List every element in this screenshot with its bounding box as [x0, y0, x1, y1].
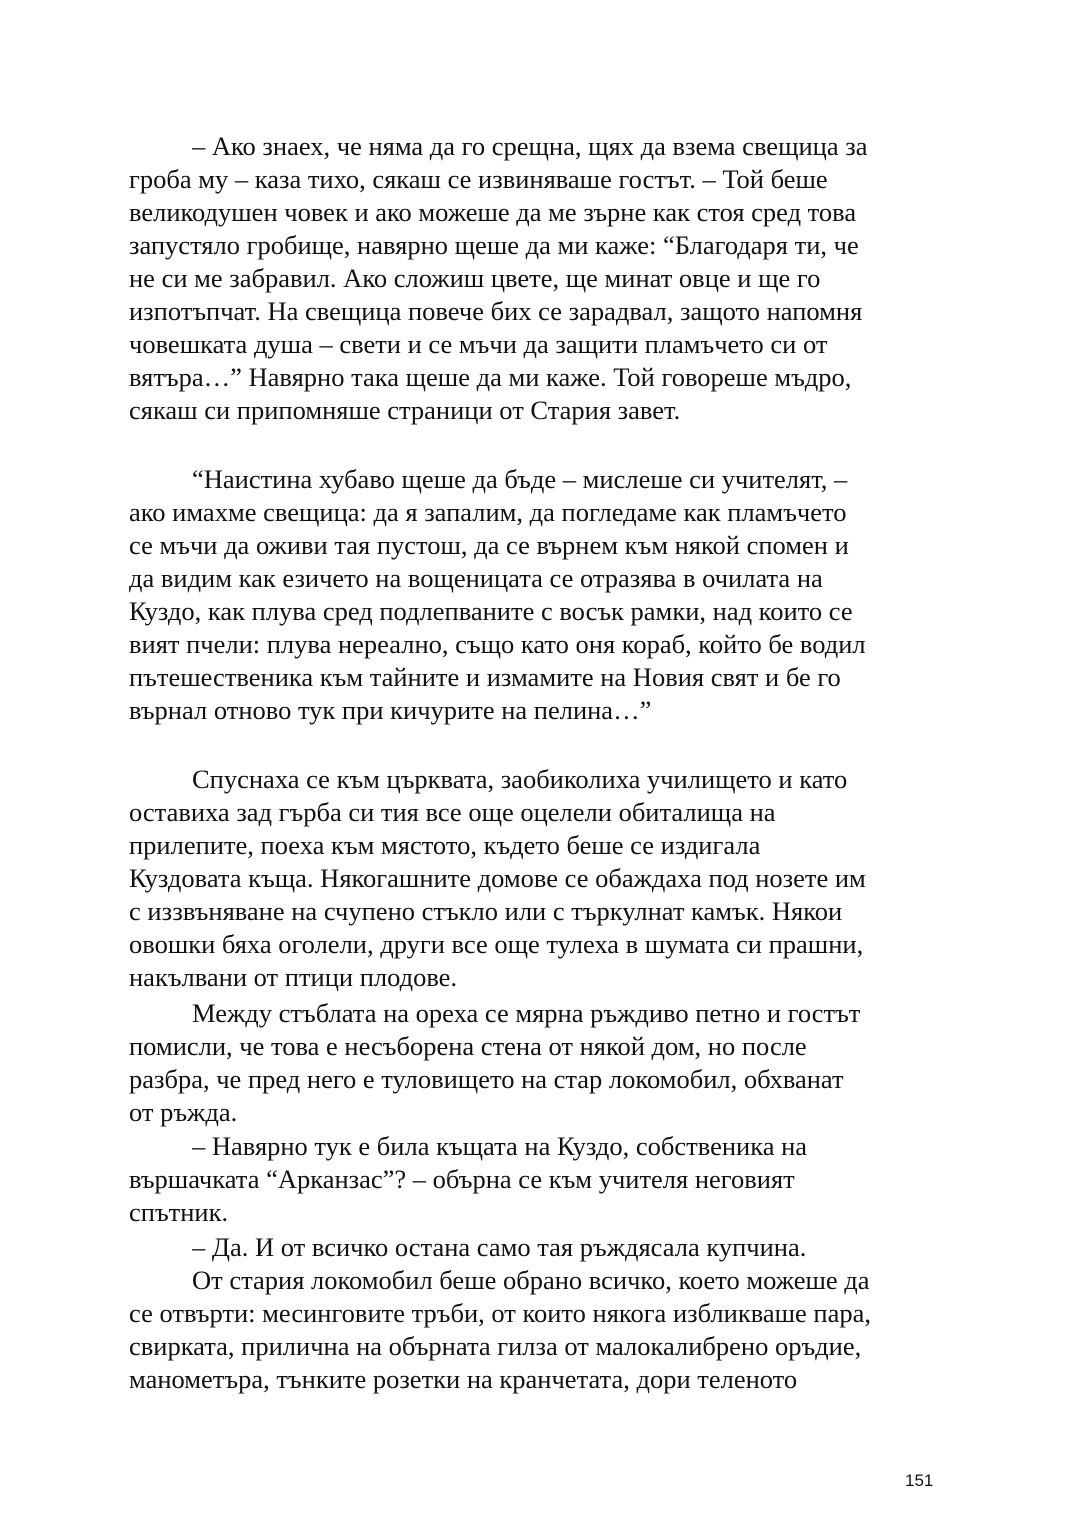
paragraph-line: вият пчели: плува нереално, също като оня кораб, който бе водил — [129, 629, 866, 659]
paragraph-line: да видим как езичето на вощеницата се отразява в очилата на — [129, 563, 823, 593]
paragraph-line: не си ме забравил. Ако сложиш цвете, ще минат овце и ще го — [129, 263, 821, 293]
paragraph-line: оставиха зад гърба си тия все още оцелели обиталища на — [129, 797, 776, 827]
paragraph-line: прилепите, поеха към мястото, където беше се издигала — [129, 830, 761, 860]
paragraph-line: ако имахме свещица: да я запалим, да погледаме как пламъчето — [129, 497, 847, 527]
paragraph-line: накълвани от птици плодове. — [129, 962, 458, 992]
paragraph-line: овошки бяха оголели, други все още тулеха в шумата си прашни, — [129, 929, 864, 959]
paragraph-line: Куздо, как плува сред подлепваните с восък рамки, над които се — [129, 596, 853, 626]
paragraph-line: От стария локомобил беше обрано всичко, което можеше да — [192, 1265, 870, 1295]
paragraph-line: – Ако знаех, че няма да го срещна, щях да взема свещица за — [192, 131, 868, 161]
paragraph-line: разбра, че пред него е туловището на стар локомобил, обхванат — [129, 1064, 844, 1094]
paragraph-line: свирката, прилична на обърната гилза от малокалибрено оръдие, — [129, 1331, 862, 1361]
paragraph-line: изпотъпчат. На свещица повече бих се зарадвал, защото напомня — [129, 296, 863, 326]
paragraph-line: Куздовата къща. Някогашните домове се обаждаха под нозете им — [129, 863, 866, 893]
paragraph-line: великодушен човек и ако можеше да ме зърне как стоя сред това — [129, 197, 857, 227]
paragraph-line: спътник. — [129, 1197, 229, 1227]
paragraph-line: човешката душа – свети и се мъчи да защити пламъчето си от — [129, 329, 828, 359]
paragraph-line: Спуснаха се към църквата, заобиколиха училището и като — [192, 764, 848, 794]
paragraph-line: от ръжда. — [129, 1097, 238, 1127]
paragraph-line: Между стъблата на ореха се мярна ръждиво петно и гостът — [192, 998, 861, 1028]
page-number: 151 — [905, 1471, 934, 1490]
paragraph-line: – Навярно тук е била къщата на Куздо, собственика на — [192, 1131, 808, 1161]
paragraph-line: с иззвъняване на счупено стъкло или с търкулнат камък. Някои — [129, 896, 843, 926]
paragraph-line: помисли, че това е несъборена стена от някой дом, но после — [129, 1031, 807, 1061]
paragraph-line: манометъра, тънките розетки на кранчетата, дори теленото — [129, 1364, 798, 1394]
paragraph-line: се мъчи да оживи тая пустош, да се върнем към някой спомен и — [129, 530, 849, 560]
paragraph-line: гроба му – каза тихо, сякаш се извиняваше гостът. – Той беше — [129, 164, 828, 194]
paragraph-line: запустяло гробище, навярно щеше да ми каже: “Благодаря ти, че — [129, 230, 859, 260]
paragraph-line: вятъра…” Навярно така щеше да ми каже. Той говореше мъдро, — [129, 362, 852, 392]
paragraph-line: върнал отново тук при кичурите на пелина…” — [129, 695, 652, 725]
paragraph-line: се отвърти: месинговите тръби, от които някога избликваше пара, — [129, 1298, 871, 1328]
paragraph-line: пътешественика към тайните и измамите на Новия свят и бе го — [129, 662, 841, 692]
paragraph-line: сякаш си припомняше страници от Стария завет. — [129, 395, 681, 425]
paragraph-line: вършачката “Арканзас”? – обърна се към учителя неговият — [129, 1164, 795, 1194]
paragraph-line: “Наистина хубаво щеше да бъде – мислеше си учителят, – — [192, 464, 848, 494]
paragraph-line: – Да. И от всичко остана само тая ръждясала купчина. — [192, 1232, 807, 1262]
